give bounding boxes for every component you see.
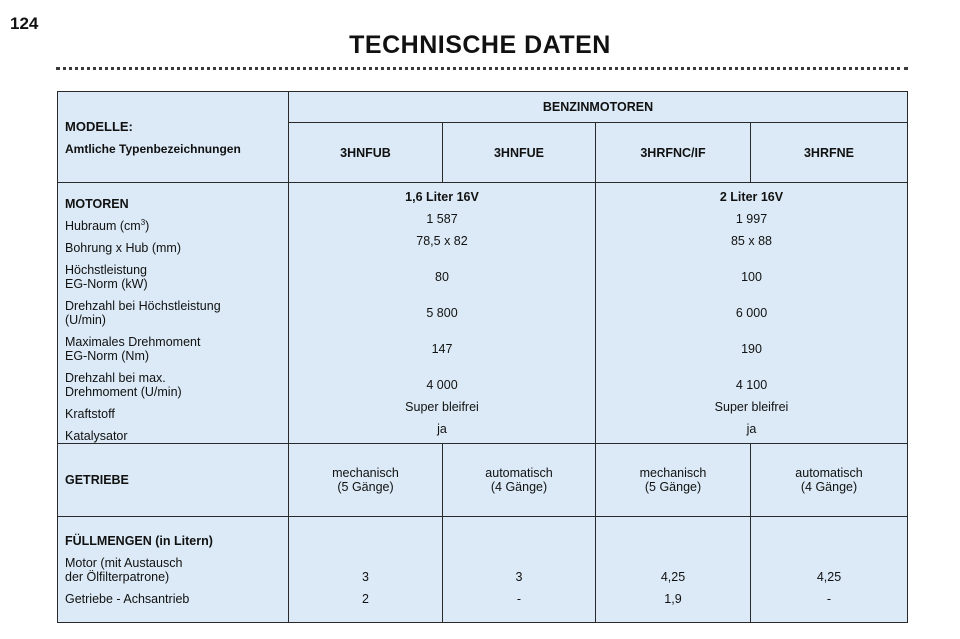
capacity-label-engine-2: der Ölfilterpatrone) bbox=[65, 570, 170, 584]
engine-a-catalyst: ja bbox=[437, 422, 447, 436]
model-code-4: 3HRFNE bbox=[751, 123, 908, 183]
spec-label-bore-stroke: Bohrung x Hub (mm) bbox=[65, 241, 182, 255]
engine-b-displacement: 1 997 bbox=[735, 212, 768, 226]
model-code-2: 3HNFUE bbox=[443, 123, 596, 183]
models-label: MODELLE: bbox=[65, 118, 133, 134]
engine-b-values-cell bbox=[596, 183, 908, 444]
capacities-labels-cell bbox=[58, 517, 289, 623]
model-code-1: 3HNFUB bbox=[289, 123, 443, 183]
spec-label-power-2: EG-Norm (kW) bbox=[65, 277, 148, 291]
technical-data-table bbox=[57, 91, 908, 623]
gearbox-cell-2: automatisch (4 Gänge) bbox=[443, 444, 596, 517]
models-header-cell bbox=[58, 92, 289, 183]
engine-a-values-cell bbox=[289, 183, 596, 444]
capacity-label-engine-1: Motor (mit Austausch bbox=[65, 556, 183, 570]
spec-label-catalyst: Katalysator bbox=[65, 429, 128, 443]
capacity-label-gearbox: Getriebe - Achsantrieb bbox=[65, 592, 190, 606]
engine-a-fuel: Super bleifrei bbox=[405, 400, 479, 414]
capacity-col-2: 3 - bbox=[443, 517, 596, 623]
gearbox-cell-1: mechanisch (5 Gänge) bbox=[289, 444, 443, 517]
engine-a-power-rpm: 5 800 bbox=[426, 306, 458, 320]
engine-b-power-rpm: 6 000 bbox=[735, 306, 768, 320]
engine-labels-cell bbox=[58, 183, 289, 444]
capacity-col-1: 3 2 bbox=[289, 517, 443, 623]
page-number: 124 bbox=[10, 14, 39, 33]
spec-label-torque-2: EG-Norm (Nm) bbox=[65, 349, 150, 363]
engine-a-torque: 147 bbox=[431, 342, 453, 356]
spec-label-fuel: Kraftstoff bbox=[65, 407, 115, 421]
engine-a-name: 1,6 Liter 16V bbox=[405, 190, 479, 204]
engines-section-label: MOTOREN bbox=[65, 197, 129, 211]
spec-label-power-1: Höchstleistung bbox=[65, 263, 147, 277]
engine-b-torque-rpm: 4 100 bbox=[735, 378, 768, 392]
gearbox-cell-4: automatisch (4 Gänge) bbox=[751, 444, 908, 517]
engine-a-torque-rpm: 4 000 bbox=[426, 378, 458, 392]
engine-b-fuel: Super bleifrei bbox=[714, 400, 789, 414]
spec-label-power-rpm-2: (U/min) bbox=[65, 313, 106, 327]
engine-b-name: 2 Liter 16V bbox=[719, 190, 784, 204]
engine-b-catalyst: ja bbox=[746, 422, 757, 436]
engine-b-torque: 190 bbox=[741, 342, 762, 356]
engine-a-power: 80 bbox=[435, 270, 449, 284]
engine-b-bore-stroke: 85 x 88 bbox=[730, 234, 772, 248]
engine-a-displacement: 1 587 bbox=[426, 212, 458, 226]
spec-label-torque-1: Maximales Drehmoment bbox=[65, 335, 201, 349]
gearbox-cell-3: mechanisch (5 Gänge) bbox=[596, 444, 751, 517]
engine-a-bore-stroke: 78,5 x 82 bbox=[416, 234, 468, 248]
engine-group-header: BENZINMOTOREN bbox=[289, 92, 908, 123]
spec-label-displacement: Hubraum $(cm^3)$ bbox=[65, 217, 150, 233]
model-code-3: 3HRFNC/IF bbox=[596, 123, 751, 183]
types-label: Amtliche Typenbezeichnungen bbox=[65, 141, 241, 156]
spec-label-torque-rpm-1: Drehzahl bei max. bbox=[65, 371, 166, 385]
dotted-divider bbox=[56, 67, 908, 70]
capacity-col-3: 4,25 1,9 bbox=[596, 517, 751, 623]
engine-b-power: 100 bbox=[741, 270, 762, 284]
capacity-col-4: 4,25 - bbox=[751, 517, 908, 623]
spec-label-torque-rpm-2: Drehmoment (U/min) bbox=[65, 385, 182, 399]
capacities-section-label: FÜLLMENGEN (in Litern) bbox=[65, 534, 213, 548]
gearbox-label: GETRIEBE bbox=[58, 444, 289, 517]
spec-label-power-rpm-1: Drehzahl bei Höchstleistung bbox=[65, 299, 221, 313]
page-title: TECHNISCHE DATEN bbox=[349, 31, 611, 59]
